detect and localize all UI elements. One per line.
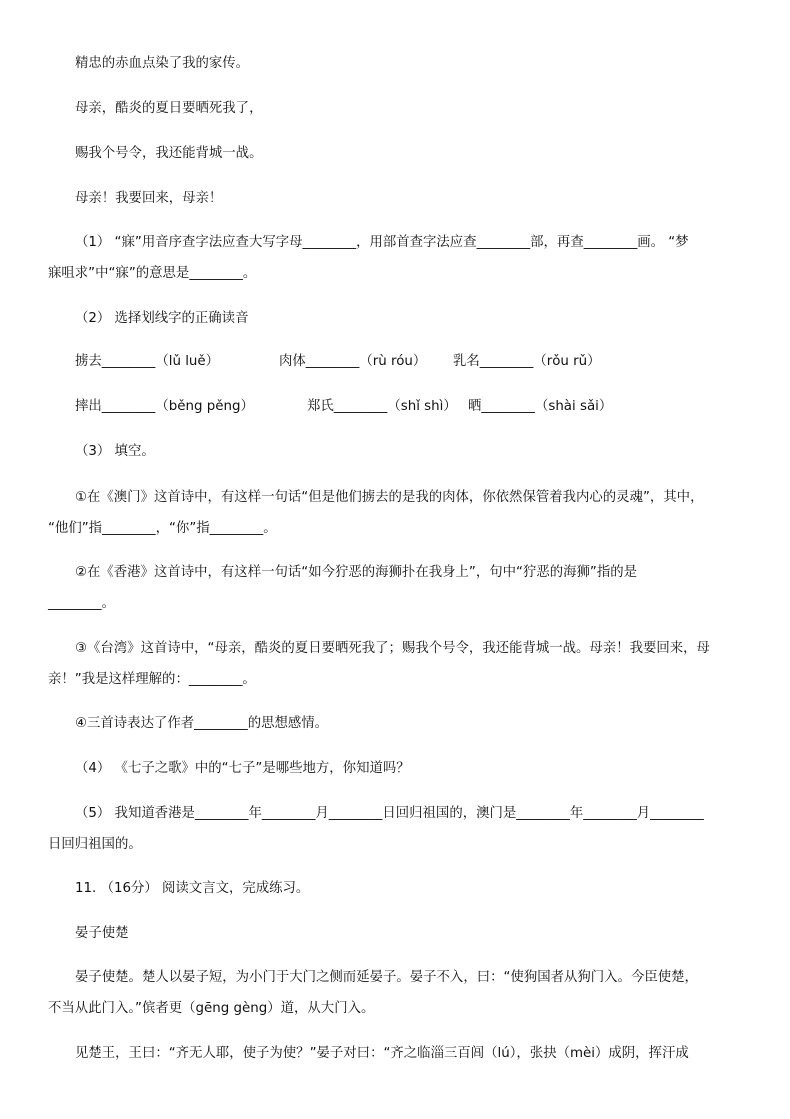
pinyin-choice: 肉体________（rù róu） [279, 354, 427, 369]
question-3-item-1-line-1: ①在《澳门》这首诗中，有这样一句话“但是他们掳去的是我的肉体，你依然保管着我内心的灵魂”，其中， [75, 490, 704, 505]
question-3-title: （3） 填空。 [75, 444, 155, 459]
passage-paragraph-2-line-1: 见楚王，王曰：“齐无人耶，使子为使？”晏子对曰：“齐之临淄三百闾（lú），张抉（mèi）成阴，挥汗成 [75, 1046, 689, 1061]
question-1-line-2: 寐咀求”中“寐”的意思是________。 [48, 266, 257, 281]
question-3-item-2-line-2: ________。 [48, 596, 115, 611]
question-2-title: （2） 选择划线字的正确读音 [75, 311, 249, 326]
question-3-item-4: ④三首诗表达了作者________的思想感情。 [75, 716, 329, 731]
passage-title: 晏子使楚 [75, 926, 129, 941]
passage-paragraph-1-line-1: 晏子使楚。楚人以晏子短，为小门于大门之侧而延晏子。晏子不入，曰：“使狗国者从狗门入。今臣使楚， [75, 970, 698, 985]
passage-paragraph-1-line-2: 不当从此门入。”傧者更（gēng gèng）道，从大门入。 [48, 1001, 375, 1016]
question-3-item-3-line-1: ③《台湾》这首诗中，“母亲，酷炎的夏日要晒死我了；赐我个号令，我还能背城一战。母亲！我要回来，母 [75, 641, 710, 656]
pinyin-choice: 郑氏________（shǐ shì） [307, 399, 457, 414]
pinyin-row-2 [75, 397, 612, 417]
poem-line-1: 精忠的赤血点染了我的家传。 [75, 56, 250, 71]
question-3-item-3-line-2: 亲！”我是这样理解的：________。 [48, 672, 256, 687]
poem-line-2: 母亲，酷炎的夏日要晒死我了， [75, 101, 263, 116]
poem-line-4: 母亲！我要回来，母亲！ [75, 191, 223, 206]
question-11-header: 11. （16分） 阅读文言文，完成练习。 [75, 881, 310, 896]
question-1-line-1: （1） “寐”用音序查字法应查大写字母________，用部首查字法应查________部，再查________画。 “梦 [75, 235, 689, 250]
question-4: （4） 《七子之歌》中的“七子”是哪些地方，你知道吗？ [75, 761, 410, 776]
pinyin-choice: 摔出________（běng pěng） [75, 399, 254, 414]
poem-line-3: 赐我个号令，我还能背城一战。 [75, 146, 263, 161]
question-5-line-1: （5） 我知道香港是________年________月________日回归祖国的，澳门是________年________月________ [75, 806, 704, 821]
pinyin-choice: 掳去________（lǔ luě） [75, 354, 220, 369]
question-3-item-2-line-1: ②在《香港》这首诗中，有这样一句话“如今狞恶的海狮扑在我身上”，句中“狞恶的海狮”指的是 [75, 565, 637, 580]
pinyin-choice: 乳名________（rǒu rǔ） [453, 354, 601, 369]
pinyin-row-1 [75, 352, 601, 372]
pinyin-choice: 晒________（shài sǎi） [468, 399, 613, 414]
question-5-line-2: 日回归祖国的。 [48, 837, 142, 852]
question-3-item-1-line-2: “他们”指________，“你”指________。 [48, 521, 277, 536]
